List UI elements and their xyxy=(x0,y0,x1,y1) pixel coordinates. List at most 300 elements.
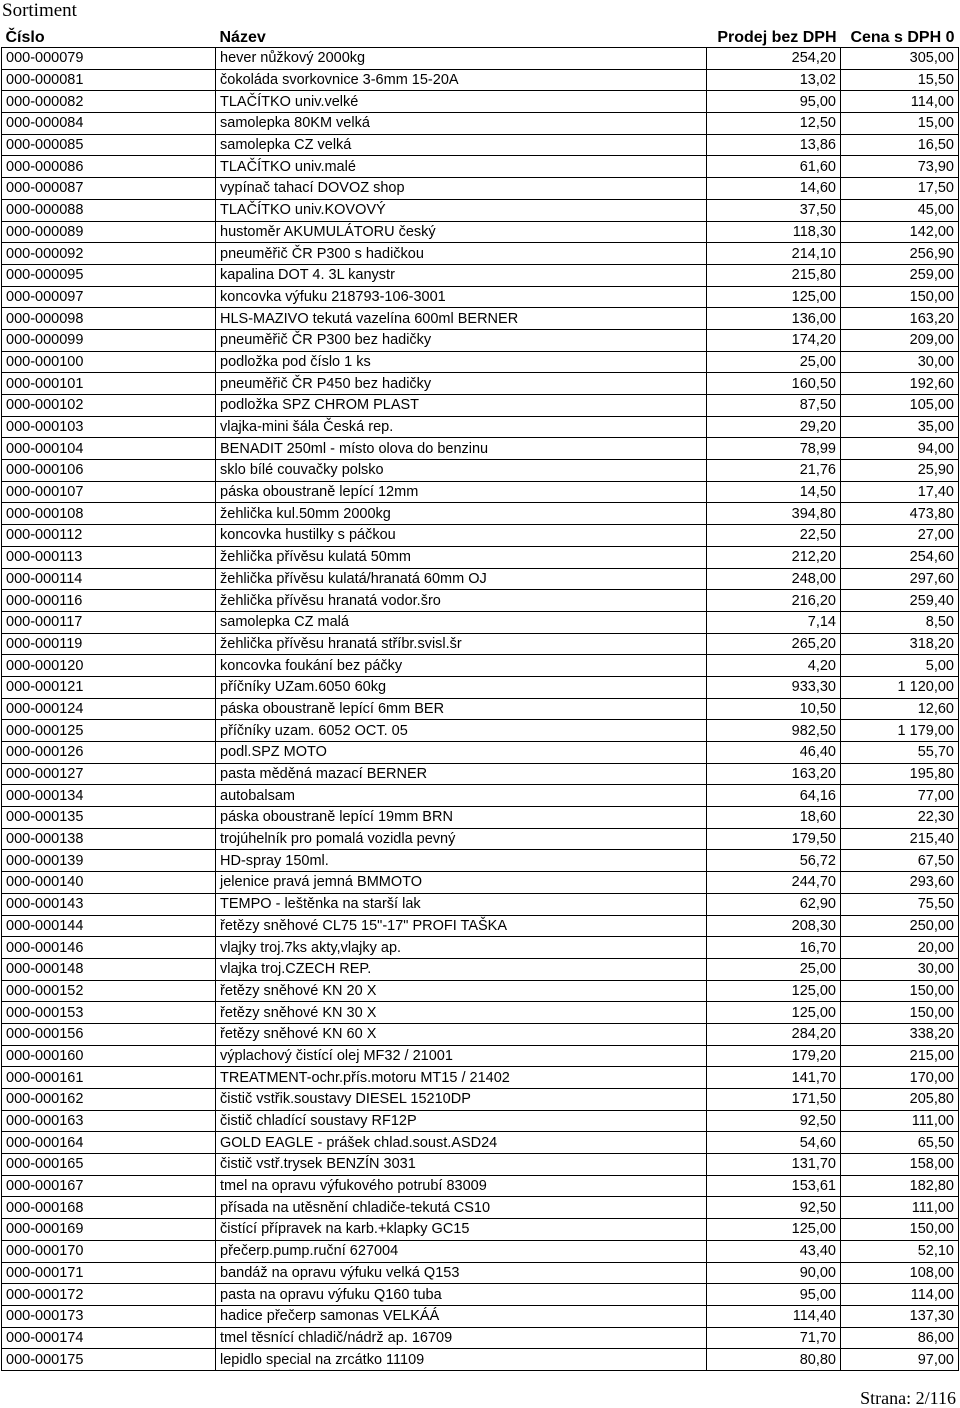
table-row xyxy=(2,69,959,91)
cell-prodej-bez-dph: 171,50 xyxy=(707,1089,841,1111)
cell-prodej-bez-dph: 37,50 xyxy=(707,199,841,221)
cell-cislo: 000-000156 xyxy=(2,1023,216,1045)
table-row xyxy=(2,1305,959,1327)
cell-cena-s-dph: 108,00 xyxy=(841,1262,959,1284)
cell-cena-s-dph: 209,00 xyxy=(841,329,959,351)
cell-nazev: kapalina DOT 4. 3L kanystr xyxy=(216,264,707,286)
cell-cena-s-dph: 259,00 xyxy=(841,264,959,286)
cell-nazev: HD-spray 150ml. xyxy=(216,850,707,872)
cell-nazev: čistící přípravek na karb.+klapky GC15 xyxy=(216,1219,707,1241)
cell-prodej-bez-dph: 7,14 xyxy=(707,611,841,633)
table-row xyxy=(2,720,959,742)
cell-prodej-bez-dph: 216,20 xyxy=(707,590,841,612)
cell-nazev: žehlička přívěsu kulatá/hranatá 60mm OJ xyxy=(216,568,707,590)
table-row xyxy=(2,503,959,525)
cell-prodej-bez-dph: 125,00 xyxy=(707,1219,841,1241)
cell-cislo: 000-000124 xyxy=(2,698,216,720)
cell-cena-s-dph: 338,20 xyxy=(841,1023,959,1045)
cell-nazev: žehlička přívěsu hranatá stříbr.svisl.šr xyxy=(216,633,707,655)
cell-cena-s-dph: 15,50 xyxy=(841,69,959,91)
table-row xyxy=(2,611,959,633)
table-row xyxy=(2,481,959,503)
table-row xyxy=(2,264,959,286)
cell-cislo: 000-000112 xyxy=(2,525,216,547)
cell-cislo: 000-000174 xyxy=(2,1327,216,1349)
cell-prodej-bez-dph: 284,20 xyxy=(707,1023,841,1045)
table-row xyxy=(2,438,959,460)
cell-cislo: 000-000087 xyxy=(2,178,216,200)
cell-cislo: 000-000170 xyxy=(2,1240,216,1262)
cell-cena-s-dph: 77,00 xyxy=(841,785,959,807)
cell-prodej-bez-dph: 10,50 xyxy=(707,698,841,720)
table-row xyxy=(2,676,959,698)
cell-cena-s-dph: 1 120,00 xyxy=(841,676,959,698)
table-row xyxy=(2,221,959,243)
table-row xyxy=(2,48,959,70)
cell-cislo: 000-000152 xyxy=(2,980,216,1002)
cell-nazev: přečerp.pump.ruční 627004 xyxy=(216,1240,707,1262)
cell-cislo: 000-000088 xyxy=(2,199,216,221)
table-row xyxy=(2,286,959,308)
cell-cena-s-dph: 45,00 xyxy=(841,199,959,221)
cell-prodej-bez-dph: 80,80 xyxy=(707,1349,841,1371)
cell-prodej-bez-dph: 61,60 xyxy=(707,156,841,178)
cell-cislo: 000-000127 xyxy=(2,763,216,785)
cell-cena-s-dph: 142,00 xyxy=(841,221,959,243)
cell-cena-s-dph: 150,00 xyxy=(841,1002,959,1024)
cell-prodej-bez-dph: 87,50 xyxy=(707,395,841,417)
cell-nazev: vlajka troj.CZECH REP. xyxy=(216,958,707,980)
cell-nazev: pasta měděná mazací BERNER xyxy=(216,763,707,785)
table-row xyxy=(2,1284,959,1306)
table-row xyxy=(2,1089,959,1111)
cell-prodej-bez-dph: 16,70 xyxy=(707,937,841,959)
cell-cislo: 000-000107 xyxy=(2,481,216,503)
cell-prodej-bez-dph: 43,40 xyxy=(707,1240,841,1262)
cell-nazev: koncovka výfuku 218793-106-3001 xyxy=(216,286,707,308)
cell-prodej-bez-dph: 265,20 xyxy=(707,633,841,655)
cell-prodej-bez-dph: 179,20 xyxy=(707,1045,841,1067)
cell-prodej-bez-dph: 982,50 xyxy=(707,720,841,742)
cell-cena-s-dph: 170,00 xyxy=(841,1067,959,1089)
cell-cislo: 000-000081 xyxy=(2,69,216,91)
cell-cena-s-dph: 27,00 xyxy=(841,525,959,547)
cell-cena-s-dph: 35,00 xyxy=(841,416,959,438)
cell-prodej-bez-dph: 14,50 xyxy=(707,481,841,503)
cell-cislo: 000-000139 xyxy=(2,850,216,872)
cell-nazev: podložka pod číslo 1 ks xyxy=(216,351,707,373)
table-row xyxy=(2,416,959,438)
cell-nazev: výplachový čistící olej MF32 / 21001 xyxy=(216,1045,707,1067)
cell-cislo: 000-000161 xyxy=(2,1067,216,1089)
cell-cislo: 000-000169 xyxy=(2,1219,216,1241)
cell-cena-s-dph: 215,40 xyxy=(841,828,959,850)
cell-cena-s-dph: 215,00 xyxy=(841,1045,959,1067)
cell-cena-s-dph: 73,90 xyxy=(841,156,959,178)
cell-nazev: autobalsam xyxy=(216,785,707,807)
cell-nazev: čistič vstřik.soustavy DIESEL 15210DP xyxy=(216,1089,707,1111)
table-row xyxy=(2,893,959,915)
cell-nazev: vlajka-mini šála Česká rep. xyxy=(216,416,707,438)
cell-nazev: žehlička přívěsu kulatá 50mm xyxy=(216,546,707,568)
cell-cena-s-dph: 67,50 xyxy=(841,850,959,872)
cell-cena-s-dph: 20,00 xyxy=(841,937,959,959)
cell-nazev: podl.SPZ MOTO xyxy=(216,742,707,764)
cell-cislo: 000-000104 xyxy=(2,438,216,460)
cell-nazev: TREATMENT-ochr.přís.motoru MT15 / 21402 xyxy=(216,1067,707,1089)
cell-nazev: samolepka 80KM velká xyxy=(216,113,707,135)
cell-cislo: 000-000171 xyxy=(2,1262,216,1284)
cell-nazev: příčníky UZam.6050 60kg xyxy=(216,676,707,698)
cell-cena-s-dph: 15,00 xyxy=(841,113,959,135)
cell-nazev: čistič vstř.trysek BENZÍN 3031 xyxy=(216,1154,707,1176)
table-row xyxy=(2,1219,959,1241)
cell-cislo: 000-000143 xyxy=(2,893,216,915)
cell-nazev: vlajky troj.7ks akty,vlajky ap. xyxy=(216,937,707,959)
table-row xyxy=(2,1132,959,1154)
cell-cena-s-dph: 256,90 xyxy=(841,243,959,265)
cell-prodej-bez-dph: 92,50 xyxy=(707,1110,841,1132)
cell-nazev: pneuměřič ČR P300 s hadičkou xyxy=(216,243,707,265)
table-row xyxy=(2,1110,959,1132)
table-row xyxy=(2,1175,959,1197)
cell-cislo: 000-000134 xyxy=(2,785,216,807)
cell-cena-s-dph: 25,90 xyxy=(841,460,959,482)
cell-cena-s-dph: 30,00 xyxy=(841,351,959,373)
cell-cena-s-dph: 75,50 xyxy=(841,893,959,915)
cell-prodej-bez-dph: 153,61 xyxy=(707,1175,841,1197)
cell-cislo: 000-000148 xyxy=(2,958,216,980)
cell-prodej-bez-dph: 254,20 xyxy=(707,48,841,70)
cell-prodej-bez-dph: 21,76 xyxy=(707,460,841,482)
cell-cislo: 000-000121 xyxy=(2,676,216,698)
table-row xyxy=(2,1154,959,1176)
cell-nazev: lepidlo special na zrcátko 11109 xyxy=(216,1349,707,1371)
cell-cislo: 000-000108 xyxy=(2,503,216,525)
cell-cislo: 000-000100 xyxy=(2,351,216,373)
cell-cislo: 000-000114 xyxy=(2,568,216,590)
cell-nazev: koncovka foukání bez páčky xyxy=(216,655,707,677)
cell-prodej-bez-dph: 78,99 xyxy=(707,438,841,460)
cell-prodej-bez-dph: 64,16 xyxy=(707,785,841,807)
table-body xyxy=(2,48,959,1371)
cell-nazev: BENADIT 250ml - místo olova do benzinu xyxy=(216,438,707,460)
cell-nazev: jelenice pravá jemná BMMOTO xyxy=(216,872,707,894)
table-row xyxy=(2,134,959,156)
table-row xyxy=(2,568,959,590)
cell-cislo: 000-000092 xyxy=(2,243,216,265)
cell-cena-s-dph: 254,60 xyxy=(841,546,959,568)
cell-cislo: 000-000167 xyxy=(2,1175,216,1197)
cell-nazev: hustoměr AKUMULÁTORU český xyxy=(216,221,707,243)
table-row xyxy=(2,872,959,894)
table-row xyxy=(2,178,959,200)
table-row xyxy=(2,980,959,1002)
cell-prodej-bez-dph: 56,72 xyxy=(707,850,841,872)
cell-prodej-bez-dph: 95,00 xyxy=(707,1284,841,1306)
cell-cislo: 000-000079 xyxy=(2,48,216,70)
cell-cislo: 000-000095 xyxy=(2,264,216,286)
cell-prodej-bez-dph: 125,00 xyxy=(707,286,841,308)
cell-cena-s-dph: 158,00 xyxy=(841,1154,959,1176)
cell-prodej-bez-dph: 46,40 xyxy=(707,742,841,764)
cell-cena-s-dph: 111,00 xyxy=(841,1197,959,1219)
cell-cislo: 000-000097 xyxy=(2,286,216,308)
header-nazev: Název xyxy=(216,26,707,48)
cell-prodej-bez-dph: 212,20 xyxy=(707,546,841,568)
cell-cena-s-dph: 163,20 xyxy=(841,308,959,330)
cell-prodej-bez-dph: 114,40 xyxy=(707,1305,841,1327)
cell-nazev: řetězy sněhové KN 30 X xyxy=(216,1002,707,1024)
table-row xyxy=(2,199,959,221)
cell-nazev: řetězy sněhové KN 20 X xyxy=(216,980,707,1002)
cell-cislo: 000-000153 xyxy=(2,1002,216,1024)
cell-cena-s-dph: 86,00 xyxy=(841,1327,959,1349)
cell-prodej-bez-dph: 29,20 xyxy=(707,416,841,438)
cell-prodej-bez-dph: 4,20 xyxy=(707,655,841,677)
cell-cena-s-dph: 52,10 xyxy=(841,1240,959,1262)
cell-prodej-bez-dph: 54,60 xyxy=(707,1132,841,1154)
cell-cislo: 000-000135 xyxy=(2,807,216,829)
cell-nazev: tmel těsnící chladič/nádrž ap. 16709 xyxy=(216,1327,707,1349)
cell-cislo: 000-000175 xyxy=(2,1349,216,1371)
cell-prodej-bez-dph: 18,60 xyxy=(707,807,841,829)
cell-cena-s-dph: 1 179,00 xyxy=(841,720,959,742)
table-row xyxy=(2,850,959,872)
cell-nazev: přísada na utěsnění chladiče-tekutá CS10 xyxy=(216,1197,707,1219)
cell-prodej-bez-dph: 92,50 xyxy=(707,1197,841,1219)
cell-nazev: TLAČÍTKO univ.KOVOVÝ xyxy=(216,199,707,221)
cell-prodej-bez-dph: 248,00 xyxy=(707,568,841,590)
cell-nazev: pneuměřič ČR P450 bez hadičky xyxy=(216,373,707,395)
table-row xyxy=(2,351,959,373)
cell-cislo: 000-000085 xyxy=(2,134,216,156)
cell-cislo: 000-000106 xyxy=(2,460,216,482)
cell-nazev: příčníky uzam. 6052 OCT. 05 xyxy=(216,720,707,742)
cell-cena-s-dph: 17,50 xyxy=(841,178,959,200)
table-row xyxy=(2,785,959,807)
page-value: 2/116 xyxy=(915,1388,956,1408)
table-row xyxy=(2,1240,959,1262)
cell-cena-s-dph: 150,00 xyxy=(841,1219,959,1241)
cell-prodej-bez-dph: 71,70 xyxy=(707,1327,841,1349)
table-row xyxy=(2,763,959,785)
cell-cislo: 000-000168 xyxy=(2,1197,216,1219)
cell-cislo: 000-000089 xyxy=(2,221,216,243)
table-row xyxy=(2,243,959,265)
cell-nazev: žehlička kul.50mm 2000kg xyxy=(216,503,707,525)
cell-nazev: vypínač tahací DOVOZ shop xyxy=(216,178,707,200)
header-prodej-bez-dph: Prodej bez DPH xyxy=(707,26,841,48)
cell-cislo: 000-000160 xyxy=(2,1045,216,1067)
cell-cislo: 000-000144 xyxy=(2,915,216,937)
cell-nazev: TLAČÍTKO univ.velké xyxy=(216,91,707,113)
table-row xyxy=(2,1023,959,1045)
cell-prodej-bez-dph: 12,50 xyxy=(707,113,841,135)
cell-cislo: 000-000164 xyxy=(2,1132,216,1154)
cell-cislo: 000-000082 xyxy=(2,91,216,113)
table-row xyxy=(2,525,959,547)
cell-cislo: 000-000084 xyxy=(2,113,216,135)
page-label: Strana: xyxy=(860,1388,912,1408)
table-row xyxy=(2,958,959,980)
cell-cislo: 000-000120 xyxy=(2,655,216,677)
table-row xyxy=(2,655,959,677)
table-header xyxy=(2,26,959,48)
cell-cislo: 000-000102 xyxy=(2,395,216,417)
cell-cislo: 000-000098 xyxy=(2,308,216,330)
cell-cena-s-dph: 111,00 xyxy=(841,1110,959,1132)
cell-prodej-bez-dph: 90,00 xyxy=(707,1262,841,1284)
cell-prodej-bez-dph: 933,30 xyxy=(707,676,841,698)
cell-cena-s-dph: 94,00 xyxy=(841,438,959,460)
cell-cena-s-dph: 150,00 xyxy=(841,980,959,1002)
table-row xyxy=(2,742,959,764)
header-cislo: Číslo xyxy=(2,26,216,48)
document-title: Sortiment xyxy=(2,0,77,21)
cell-nazev: pneuměřič ČR P300 bez hadičky xyxy=(216,329,707,351)
cell-cena-s-dph: 17,40 xyxy=(841,481,959,503)
cell-prodej-bez-dph: 125,00 xyxy=(707,980,841,1002)
cell-prodej-bez-dph: 62,90 xyxy=(707,893,841,915)
cell-cena-s-dph: 297,60 xyxy=(841,568,959,590)
cell-prodej-bez-dph: 215,80 xyxy=(707,264,841,286)
cell-prodej-bez-dph: 214,10 xyxy=(707,243,841,265)
cell-prodej-bez-dph: 136,00 xyxy=(707,308,841,330)
cell-cislo: 000-000101 xyxy=(2,373,216,395)
table-row xyxy=(2,546,959,568)
cell-cena-s-dph: 259,40 xyxy=(841,590,959,612)
cell-cislo: 000-000172 xyxy=(2,1284,216,1306)
cell-cena-s-dph: 12,60 xyxy=(841,698,959,720)
cell-nazev: koncovka hustilky s páčkou xyxy=(216,525,707,547)
cell-cislo: 000-000163 xyxy=(2,1110,216,1132)
cell-nazev: HLS-MAZIVO tekutá vazelína 600ml BERNER xyxy=(216,308,707,330)
cell-prodej-bez-dph: 244,70 xyxy=(707,872,841,894)
cell-cena-s-dph: 182,80 xyxy=(841,1175,959,1197)
cell-cena-s-dph: 192,60 xyxy=(841,373,959,395)
table-row xyxy=(2,1067,959,1089)
cell-cena-s-dph: 318,20 xyxy=(841,633,959,655)
cell-prodej-bez-dph: 125,00 xyxy=(707,1002,841,1024)
cell-prodej-bez-dph: 14,60 xyxy=(707,178,841,200)
cell-cena-s-dph: 114,00 xyxy=(841,1284,959,1306)
cell-nazev: GOLD EAGLE - prášek chlad.soust.ASD24 xyxy=(216,1132,707,1154)
cell-cena-s-dph: 305,00 xyxy=(841,48,959,70)
cell-prodej-bez-dph: 163,20 xyxy=(707,763,841,785)
cell-nazev: čistič chladící soustavy RF12P xyxy=(216,1110,707,1132)
cell-cislo: 000-000119 xyxy=(2,633,216,655)
cell-prodej-bez-dph: 13,86 xyxy=(707,134,841,156)
table-row xyxy=(2,915,959,937)
table-row xyxy=(2,633,959,655)
cell-cena-s-dph: 250,00 xyxy=(841,915,959,937)
cell-cislo: 000-000125 xyxy=(2,720,216,742)
cell-cena-s-dph: 473,80 xyxy=(841,503,959,525)
cell-nazev: samolepka CZ velká xyxy=(216,134,707,156)
table-row xyxy=(2,113,959,135)
cell-nazev: řetězy sněhové KN 60 X xyxy=(216,1023,707,1045)
cell-cena-s-dph: 293,60 xyxy=(841,872,959,894)
table-row xyxy=(2,460,959,482)
cell-cena-s-dph: 30,00 xyxy=(841,958,959,980)
cell-cena-s-dph: 205,80 xyxy=(841,1089,959,1111)
cell-prodej-bez-dph: 179,50 xyxy=(707,828,841,850)
cell-prodej-bez-dph: 160,50 xyxy=(707,373,841,395)
header-row xyxy=(2,26,959,48)
cell-cena-s-dph: 55,70 xyxy=(841,742,959,764)
cell-cena-s-dph: 105,00 xyxy=(841,395,959,417)
cell-cena-s-dph: 97,00 xyxy=(841,1349,959,1371)
cell-cena-s-dph: 65,50 xyxy=(841,1132,959,1154)
cell-nazev: hever nůžkový 2000kg xyxy=(216,48,707,70)
table-row xyxy=(2,937,959,959)
cell-cislo: 000-000162 xyxy=(2,1089,216,1111)
cell-cislo: 000-000099 xyxy=(2,329,216,351)
table-row xyxy=(2,1349,959,1371)
cell-prodej-bez-dph: 25,00 xyxy=(707,958,841,980)
table-row xyxy=(2,1197,959,1219)
table-row xyxy=(2,828,959,850)
cell-prodej-bez-dph: 394,80 xyxy=(707,503,841,525)
table-row xyxy=(2,329,959,351)
table-row xyxy=(2,1327,959,1349)
cell-nazev: bandáž na opravu výfuku velká Q153 xyxy=(216,1262,707,1284)
cell-cislo: 000-000146 xyxy=(2,937,216,959)
cell-nazev: páska oboustraně lepící 6mm BER xyxy=(216,698,707,720)
cell-nazev: TEMPO - leštěnka na starší lak xyxy=(216,893,707,915)
cell-nazev: tmel na opravu výfukového potrubí 83009 xyxy=(216,1175,707,1197)
table-row xyxy=(2,590,959,612)
cell-nazev: podložka SPZ CHROM PLAST xyxy=(216,395,707,417)
cell-cena-s-dph: 137,30 xyxy=(841,1305,959,1327)
cell-prodej-bez-dph: 13,02 xyxy=(707,69,841,91)
page-number xyxy=(860,1388,956,1408)
cell-cena-s-dph: 195,80 xyxy=(841,763,959,785)
cell-nazev: čokoláda svorkovnice 3-6mm 15-20A xyxy=(216,69,707,91)
cell-cislo: 000-000165 xyxy=(2,1154,216,1176)
cell-cislo: 000-000173 xyxy=(2,1305,216,1327)
table-row xyxy=(2,1045,959,1067)
cell-cislo: 000-000116 xyxy=(2,590,216,612)
cell-cena-s-dph: 114,00 xyxy=(841,91,959,113)
cell-prodej-bez-dph: 25,00 xyxy=(707,351,841,373)
cell-cena-s-dph: 5,00 xyxy=(841,655,959,677)
table-row xyxy=(2,1002,959,1024)
cell-nazev: pasta na opravu výfuku Q160 tuba xyxy=(216,1284,707,1306)
header-cena-s-dph: Cena s DPH 0 xyxy=(841,26,959,48)
cell-nazev: páska oboustraně lepící 12mm xyxy=(216,481,707,503)
table-row xyxy=(2,395,959,417)
cell-cena-s-dph: 150,00 xyxy=(841,286,959,308)
cell-cena-s-dph: 22,30 xyxy=(841,807,959,829)
sortiment-table xyxy=(1,26,959,1371)
cell-nazev: hadice přečerp samonas VELKÁÁ xyxy=(216,1305,707,1327)
cell-cislo: 000-000113 xyxy=(2,546,216,568)
cell-prodej-bez-dph: 174,20 xyxy=(707,329,841,351)
table-row xyxy=(2,1262,959,1284)
cell-nazev: sklo bílé couvačky polsko xyxy=(216,460,707,482)
cell-nazev: žehlička přívěsu hranatá vodor.šro xyxy=(216,590,707,612)
cell-nazev: řetězy sněhové CL75 15"-17" PROFI TAŠKA xyxy=(216,915,707,937)
table-row xyxy=(2,308,959,330)
cell-cislo: 000-000103 xyxy=(2,416,216,438)
table-row xyxy=(2,698,959,720)
cell-cislo: 000-000126 xyxy=(2,742,216,764)
cell-cislo: 000-000086 xyxy=(2,156,216,178)
cell-prodej-bez-dph: 95,00 xyxy=(707,91,841,113)
cell-cena-s-dph: 16,50 xyxy=(841,134,959,156)
